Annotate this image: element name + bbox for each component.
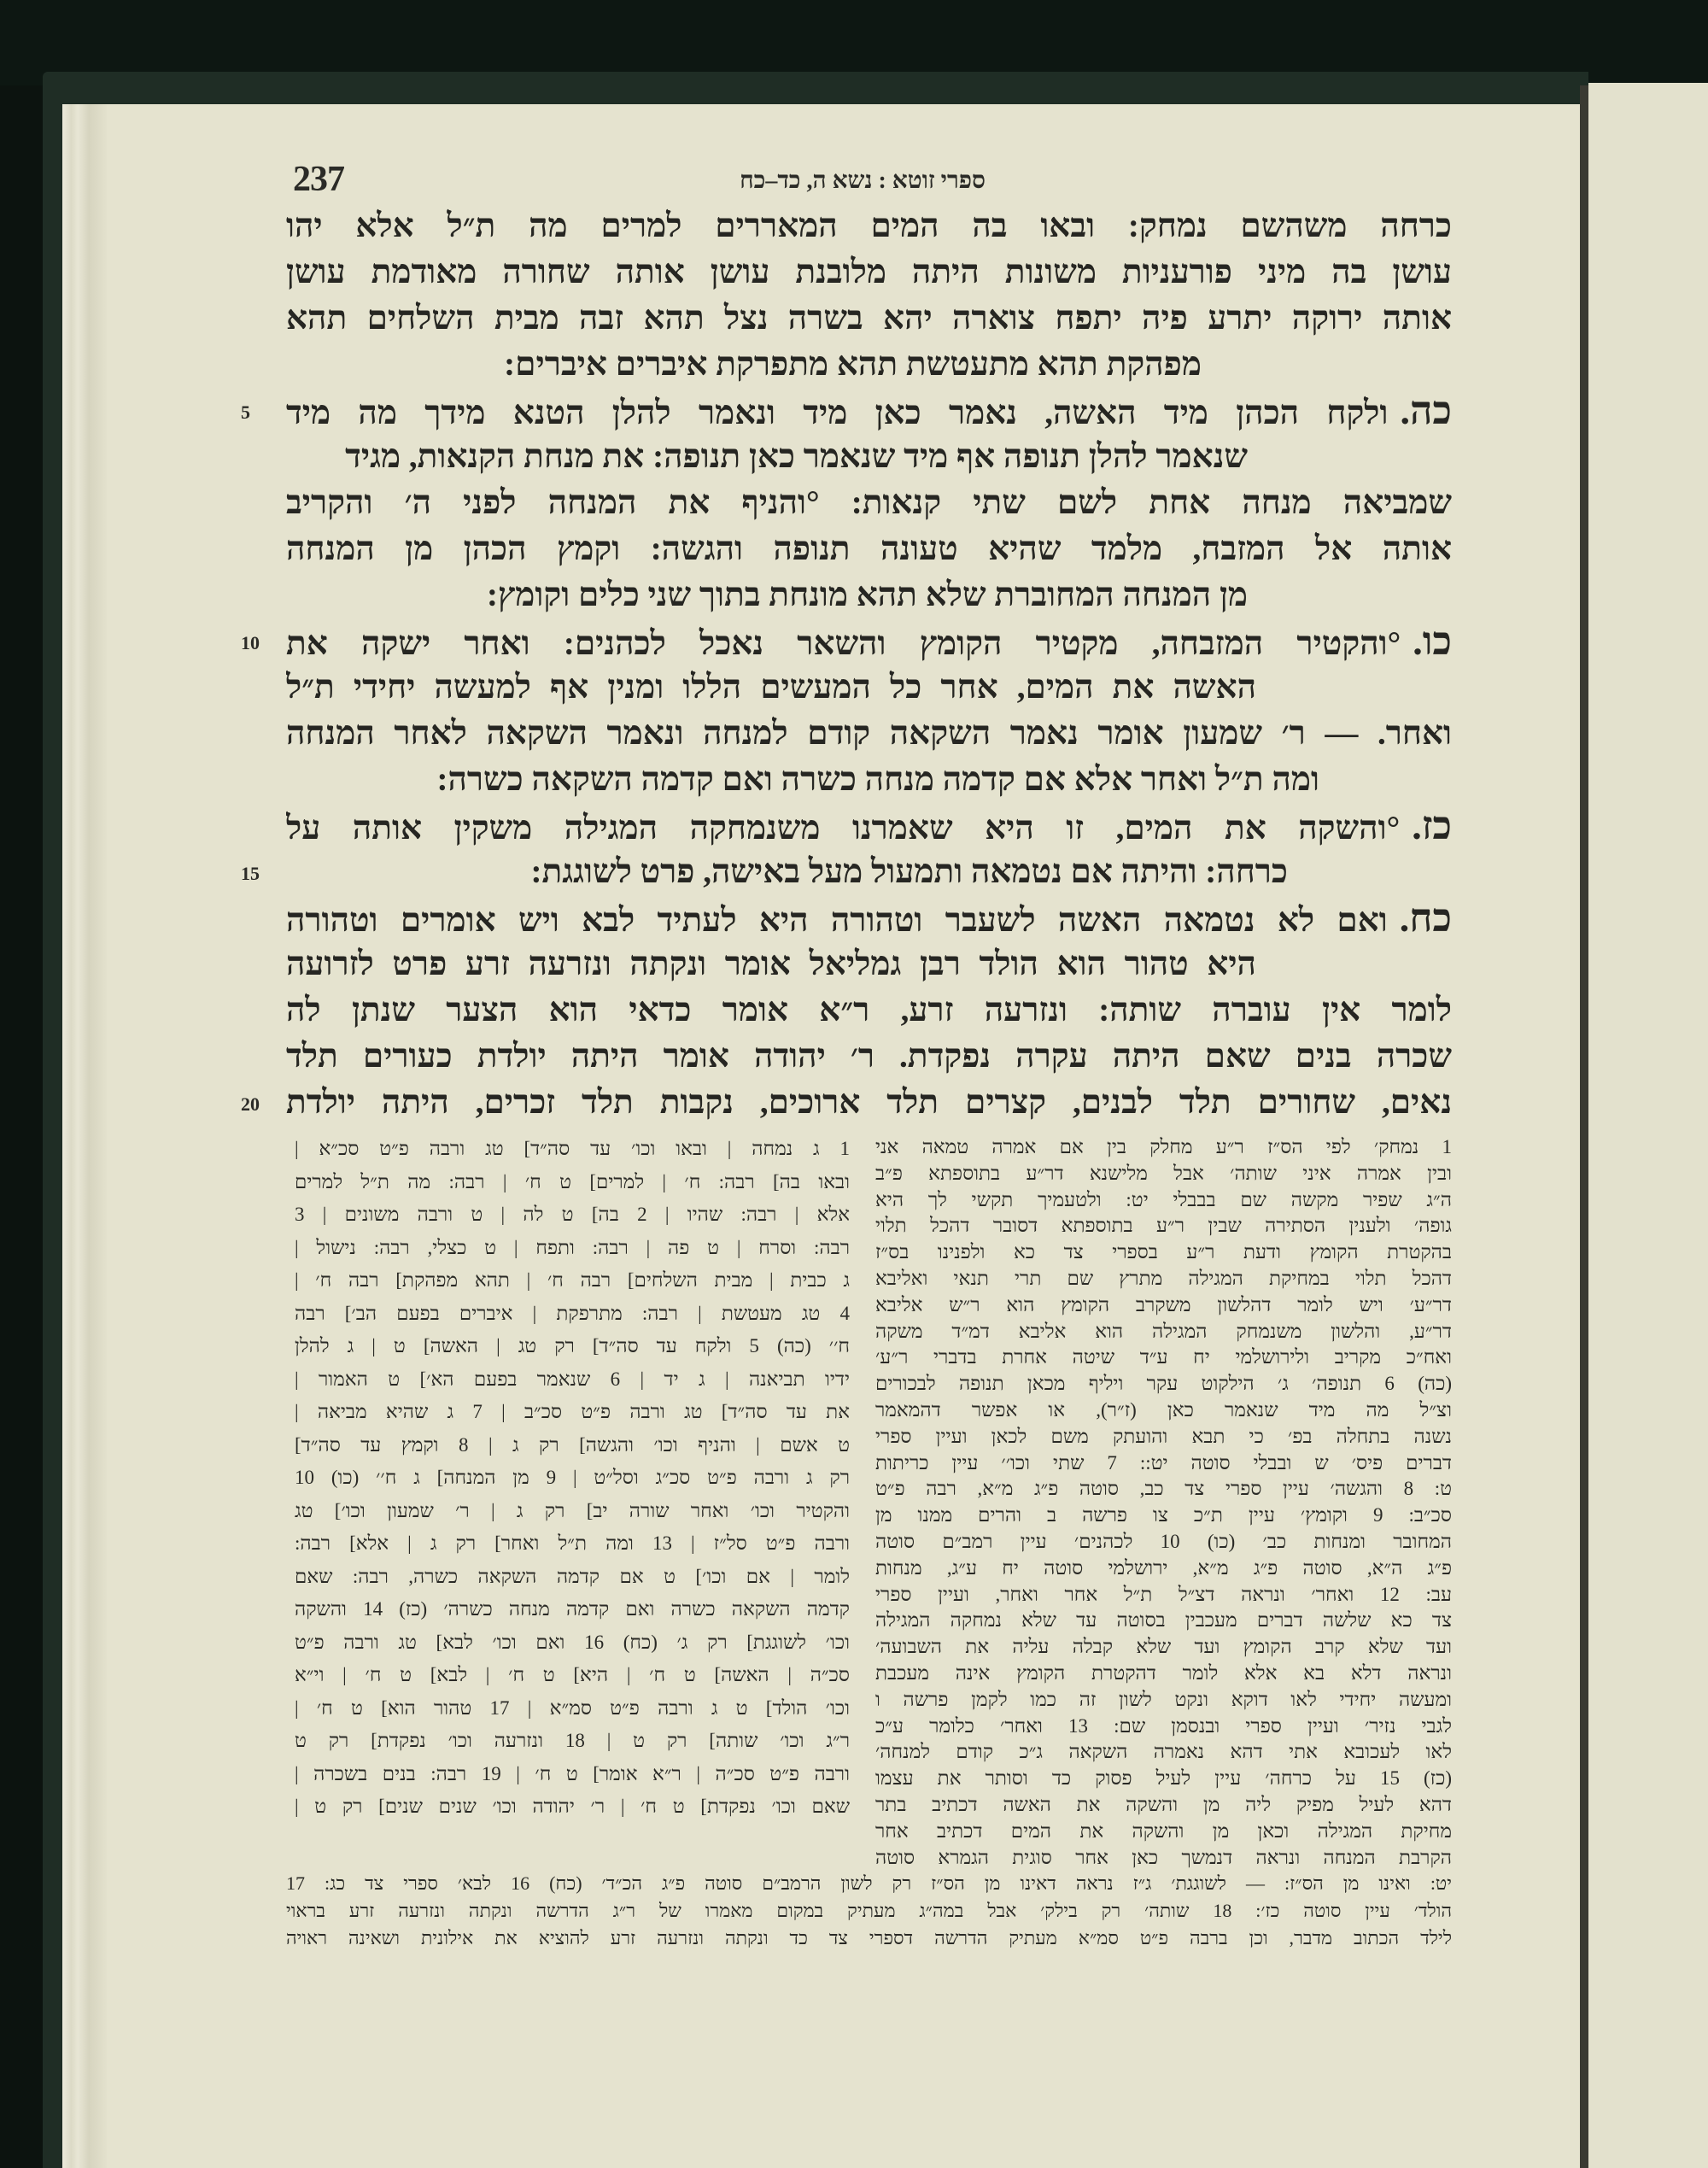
verse-marker: כז. <box>1412 804 1452 847</box>
main-text-line <box>286 987 1452 1034</box>
note-line-full-width: יט: ואינו מן הס״ז: — לשוגגת׳ ג״ז נראה דאינו מן הס״ז רק לשון הרמב״ם סוטה פ״ג הכ״ד׳ (כח) 16 לבא׳ ספרי צד כג: 17 <box>286 1872 1452 1894</box>
note-line: 1 נמחק׳ לפי הס״ז ר״ע מחלק בין אם אמרה טמאה אני <box>875 1136 1452 1157</box>
apparatus-line: רק ג ורבה פ״ט סכ״ג וסל״ט | 9 מן המנחה] ג ח׳׳ (כו) 10 <box>295 1467 850 1488</box>
verse-text: ואם לא נטמאה האשה לשעבר וטהורה היא לעתיד לבא ויש אומרים וטהורה <box>286 902 1388 939</box>
page-gutter <box>1580 85 1588 2168</box>
verse-text: היא טהור הוא הולד רבן גמליאל אומר ונקתה ונזרעה זרע פרט לזרועה <box>286 946 1256 982</box>
main-text-line <box>286 711 1452 757</box>
main-text-line <box>286 803 1452 849</box>
verse-text: ואחר. — ר׳ שמעון אומר נאמר השקאה קודם למנחה ונאמר השקאה לאחר המנחה <box>286 715 1452 752</box>
note-line: ואח״כ מקריב ולירושלמי יח ע״ד שיטה אחרת בדברי ר״ע׳ <box>875 1346 1452 1368</box>
main-text-line <box>286 342 1202 388</box>
verse-text: כרחה משהשם נמחק: ובאו בה המים המאררים למרים מה ת״ל אלא יהו <box>286 208 1452 244</box>
apparatus-line: ג כבית | מבית השלחים] רבה ח׳ | תהא מפהקת] רבה ח׳ | <box>295 1269 850 1291</box>
main-text-line <box>286 1034 1452 1080</box>
main-text-line <box>286 480 1452 526</box>
main-text-line <box>286 434 1248 480</box>
main-text-line <box>286 249 1452 296</box>
main-text-line <box>286 526 1452 572</box>
note-line: צד כא שלשה דברים מעכבין בסוטה עד שלא נמחקה המגילה <box>875 1609 1452 1632</box>
note-line: (כה) 6 תנופה׳ ג׳ הילקוט עקר ויליף מכאן תנופה לבכורים <box>875 1373 1452 1395</box>
note-line: פ״ג ה״א, סוטה פ״ג מ״א, ירושלמי סוטה יח ע״ג, מנחות <box>875 1556 1452 1579</box>
apparatus-line: ט אשם | והניף וכו׳ והגשה] רק ג | 8 וקמץ עד סה״ד] <box>295 1433 850 1456</box>
page-number: 237 <box>293 160 344 199</box>
verse-marker: כה. <box>1400 389 1452 432</box>
note-line: דר״ע׳ ויש לומר דהלשון משקרב הקומץ הוא ר״ש אליבא <box>875 1293 1452 1315</box>
note-line: נשנה בתחלה בפ׳ כי תבא והועתק משם לכאן ועיין ספרי <box>875 1425 1452 1447</box>
verse-text: שמביאה מנחה אחת לשם שתי קנאות: °והניף את המנחה לפני ה׳ והקריב <box>286 484 1452 521</box>
apparatus-line: רבה: וסרח | ט פה | רבה: ותפח | ט כצלי, רבה: נישול | <box>295 1236 850 1258</box>
line-number: 5 <box>241 401 250 423</box>
main-text-line <box>286 849 1288 895</box>
apparatus-line: ורבה פ״ט סל״ז | 13 ומה ת״ל ואחר] רק ג | אלא] רבה: <box>295 1532 850 1554</box>
main-text-line <box>286 203 1452 249</box>
note-line: עב: 12 ואחר׳ ונראה דצ״ל ת״ל אחר ואחר, ועיין ספרי <box>875 1583 1452 1605</box>
apparatus-line: ובאו בה] רבה: ח׳ | למרים] ט ח׳ | רבה: מה ת״ל למרים <box>295 1170 850 1192</box>
verse-text: מן המנחה המחוברת שלא תהא מונחת בתוך שני כלים וקומץ: <box>486 577 1248 613</box>
note-line: וצ״ל מה מיד שנאמר כאן (ז״ר), או אפשר דהמאמר <box>875 1399 1452 1421</box>
note-line-full-width: לילד הכתוב מדבר, וכן ברבה פ״ט סמ״א מעתיק הדרשה דספרי צד כד ונקתה ונזרעה זרע להוציא את אילונית ושאינה ראויה <box>286 1927 1452 1948</box>
verse-text: שכרה בנים שאם היתה עקרה נפקדת. ר׳ יהודה אומר היתה יולדת כעורים תלד <box>286 1038 1452 1075</box>
verse-marker: כח. <box>1399 896 1452 940</box>
verse-text: נאים, שחורים תלד לבנים, קצרים תלד ארוכים, נקבות תלד זכרים, היתה יולדת <box>286 1084 1452 1121</box>
note-line: סכ״ב: 9 וקומץ׳ עיין ת״כ צו פרשה ב והרים ממנו מן <box>875 1504 1452 1526</box>
apparatus-line: ח׳׳ (כה) 5 ולקח עד סה״ד] רק טג | האשה] ט | ג להלן <box>295 1335 850 1356</box>
facing-page <box>1588 83 1708 2168</box>
note-line: ועד שלא קרב הקומץ ועד שלא קבלה עליה את השבועה׳ <box>875 1636 1452 1658</box>
note-line: גופה׳ ולענין הסתירה שבין ר״ע בתוספתא דסובר דהכל תלוי <box>875 1215 1452 1237</box>
note-line: דהכל תלוי במחיקת המגילה מתרץ שם תרי תנאי ואליבא <box>875 1268 1452 1289</box>
note-line-full-width: הולד׳ עיין סוטה כז׳: 18 שותה׳ רק בילק׳ אבל במה״ג מעתיק במקום מאמרו של ר״ג הדרשה ונקתה ונזרעה זרע בראוי <box>286 1900 1452 1921</box>
verse-text: האשה את המים, אחר כל המעשים הללו ומנין אף למעשה יחידי ת״ל <box>286 669 1256 706</box>
note-line: דהא לעיל מפיק ליה מן והשקה את האשה דכתיב בתר <box>875 1794 1452 1815</box>
note-line: ה״ג שפיר מקשה שם בבבלי יט: ולטעמיך תקשי לך היא <box>875 1188 1452 1210</box>
verse-text: מפהקת תהא מתעטשת תהא מתפרקת איברים איברים: <box>504 346 1202 383</box>
apparatus-line: שאם וכו׳ נפקדת] ט ח׳ | ר׳ יהודה וכו׳ שנים שנים] רק ט | <box>295 1796 850 1817</box>
verse-text: לומר אין עוברה שותה: ונזרעה זרע, ר״א אומר כדאי הוא הצער שנתן לה <box>286 992 1452 1028</box>
verse-text: שנאמר להלן תנופה אף מיד שנאמר כאן תנופה: את מנחת הקנאות, מגיד <box>345 438 1248 475</box>
verse-text: אותה ירוקה יתרע פיה יתפח צוארה יהא בשרה נצל תהא זבה מבית השלחים תהא <box>286 300 1452 337</box>
main-text-line <box>286 757 1319 803</box>
verse-text: כרחה: והיתה אם נטמאה ותמעול מעל באישה, פרט לשוגגת: <box>530 853 1288 890</box>
apparatus-line: וכו׳ לשוגגת] רק ג׳ (כח) 16 ואם וכו׳ לבא] טג ורבה פ״ט <box>295 1631 850 1653</box>
main-text-line <box>286 1080 1452 1126</box>
note-line: בהקטרת הקומץ ודעת ר״ע בספרי צד כא ולפנינו בס״ז <box>875 1241 1452 1263</box>
line-number: 20 <box>241 1093 260 1115</box>
verse-text: אותה אל המזבח, מלמד שהיא טעונה תנופה והגשה: וקמץ הכהן מן המנחה <box>286 530 1452 567</box>
note-line: מחיקת המגילה וכאן מן והשקה את המים דכתיב אחר <box>875 1819 1452 1842</box>
main-text-line <box>286 895 1452 941</box>
note-line: הקרבת המנחה ונראה דנמשך כאן אחר סוגית הגמרא סוטה <box>875 1846 1452 1868</box>
verse-text: °והקטיר המזבחה, מקטיר הקומץ והשאר נאכל לכהנים: ואחר ישקה את <box>286 625 1401 662</box>
verse-text: עושן בה מיני פורעניות משונות היתה מלובנת עושן אותה שחורה מאודמת עושן <box>286 254 1452 290</box>
verse-text: ומה ת״ל ואחר אלא אם קדמה מנחה כשרה ואם קדמה השקאה כשרה: <box>436 761 1319 798</box>
apparatus-line: סכ״ה | האשה] ט ח׳ | היא] ט ח׳ | לבא] ט ח׳ | וי״א <box>295 1664 850 1685</box>
note-line: דברים פיס׳ ש ובבלי סוטה יט:: 7 שתי וכו׳׳ עיין כריתות <box>875 1451 1452 1474</box>
note-line: (כז) 15 על כרחה׳ עיין לעיל פסוק כד וסותר את עצמו <box>875 1767 1452 1790</box>
verse-text: ולקח הכהן מיד האשה, נאמר כאן מיד ונאמר להלן הטנא מידך מה מיד <box>286 395 1389 431</box>
apparatus-line: 1 ג נמחה | ובאו וכו׳ עד סה״ד] טג ורבה פ״ט סכ״א | <box>295 1138 850 1159</box>
verse-text: °והשקה את המים, זו היא שאמרנו משנמחקה המגילה משקין אותה על <box>286 810 1401 847</box>
note-line: ובין אמרה איני שותה׳ אבל מלישנא דר״ע בתוספתא פ״ב <box>875 1162 1452 1184</box>
running-title: ספרי זוטא : נשא ה, כד–כח <box>740 167 986 194</box>
note-line: לגבי נזיר׳ ועיין ספרי ובנסמן שם: 13 ואחר׳ כלומר ע״כ <box>875 1714 1452 1737</box>
apparatus-line: 4 טג מעטשת | רבה: מתרפקת | איברים בפעם הב׳] רבה <box>295 1302 850 1324</box>
main-text-line <box>286 572 1248 618</box>
apparatus-line: ורבה פ״ט סכ״ה | ר״א אומר] ט ח׳ | 19 רבה: בנים בשכרה | <box>295 1762 850 1784</box>
apparatus-line: קדמה השקאה כשרה ואם קדמה מנחה כשרה׳ (כז) 14 והשקה <box>295 1598 850 1620</box>
note-line: המחובר ומנחות כב׳ (כו) 10 לכהנים׳ עיין רמב״ם סוטה <box>875 1531 1452 1552</box>
main-text-line <box>286 941 1256 987</box>
apparatus-line: אלא | רבה: שהיו | 2 בה] ט לה | ט ורבה משונים | 3 <box>295 1204 850 1225</box>
apparatus-line: לומר | אם וכו׳] ט אם קדמה השקאה כשרה, רבה: שאם <box>295 1565 850 1587</box>
note-line: ט: 8 והגשה׳ עיין ספרי צד כב, סוטה פ״ג מ״א, רבה פ״ט <box>875 1478 1452 1500</box>
main-text-line <box>286 665 1256 711</box>
apparatus-line: והקטיר וכו׳ ואחר שורה יב] רק ג | ר׳ שמעון וכו׳] טג <box>295 1499 850 1521</box>
page-edges <box>62 104 107 2168</box>
note-line: לאו לעכובא אתי דהא נאמרה השקאה ג״כ קודם למנחה׳ <box>875 1741 1452 1763</box>
main-text-line <box>286 296 1452 342</box>
main-text-line <box>286 618 1452 665</box>
line-number: 10 <box>241 632 260 653</box>
line-number: 15 <box>241 863 260 884</box>
note-line: דר״ע, והלשון משנמחק המגילה הוא אליבא דמ״ד משקה <box>875 1320 1452 1342</box>
verse-marker: כו. <box>1413 619 1452 663</box>
apparatus-line: ידיו תביאנה | ג יד | 6 שנאמר בפעם הא׳] ט האמור | <box>295 1368 850 1390</box>
apparatus-line: ר״ג וכו׳ שותה] רק ט | 18 ונזרעה וכו׳ נפקדת] רק ט <box>295 1730 850 1751</box>
note-line: ומעשה יחידי לאו דוקא ונקט לשון זה כמו לקמן פרשה ו <box>875 1688 1452 1710</box>
note-line: ונראה דלא בא אלא לומר דהקטרת הקומץ אינה מעכבת <box>875 1662 1452 1684</box>
apparatus-line: וכו׳ הולד] ט ג ורבה פ״ט סמ״א | 17 טהור הוא] ט ח׳ | <box>295 1696 850 1719</box>
apparatus-line: את עד סה״ד] טג ורבה פ״ט סכ״ב | 7 ג שהיא מביאה | <box>295 1401 850 1422</box>
main-text-line <box>286 388 1452 434</box>
